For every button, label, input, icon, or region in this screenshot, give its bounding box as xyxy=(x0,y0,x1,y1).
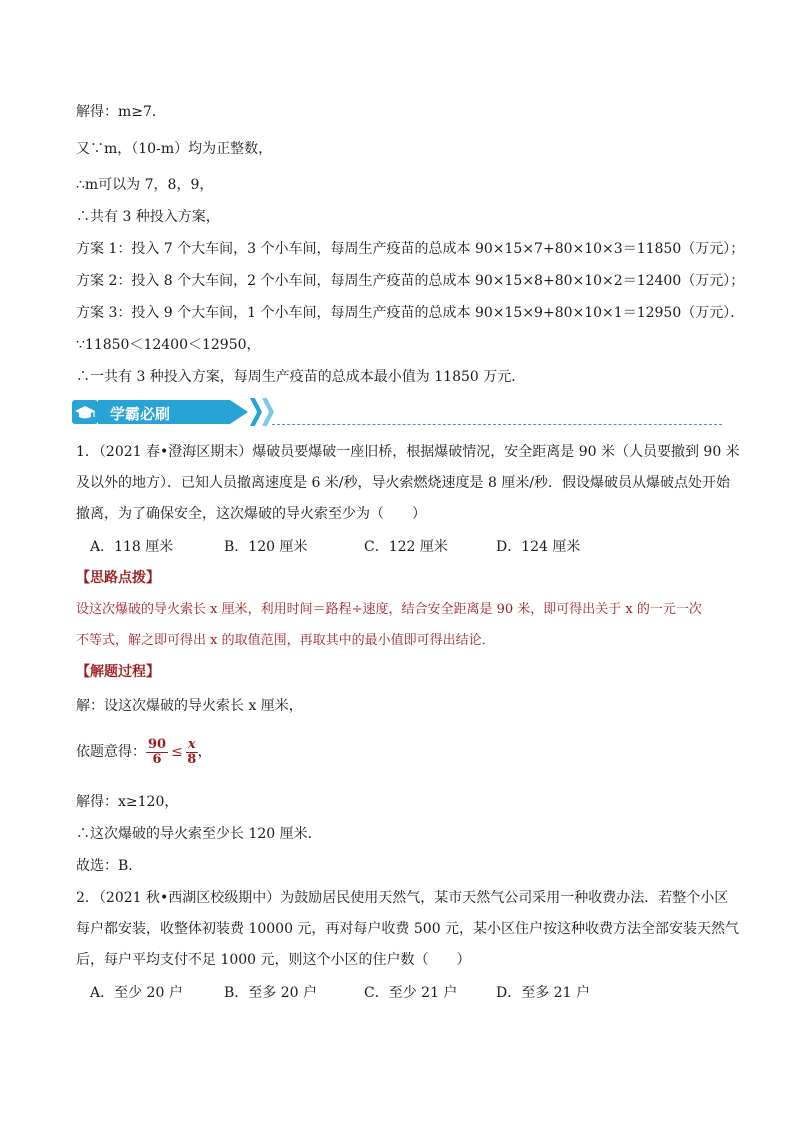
solution-line: ∴m可以为 7，8，9， xyxy=(76,177,214,193)
process-label: 【解题过程】 xyxy=(76,664,160,680)
fraction-denominator: 6 xyxy=(152,751,162,767)
leq-sign: ≤ xyxy=(171,744,183,760)
option-d: D．124 厘米 xyxy=(496,539,581,555)
plan-2-line: 方案 2：投入 8 个大车间，2 个小车间，每周生产疫苗的总成本 90×15×8+80×10×2＝12400（万元）； xyxy=(76,273,745,289)
question-2-line: 2．（2021 秋•西湖区校级期中）为鼓励居民使用天然气，某市天然气公司采用一种收费办法．若整个小区 xyxy=(76,890,729,906)
option-c: C．至少 21 户 xyxy=(364,985,458,1001)
hint-line: 不等式，解之即可得出 x 的取值范围，再取其中的最小值即可得出结论． xyxy=(76,633,495,648)
question-1-line: 撤离，为了确保安全，这次爆破的导火索至少为（ ） xyxy=(76,506,426,522)
question-1-line: 及以外的地方）．已知人员撤离速度是 6 米/秒，导火索燃烧速度是 8 厘米/秒．假设爆破员从爆破点处开始 xyxy=(76,475,731,491)
fraction-90-6 xyxy=(146,738,168,767)
solution-line: ∴共有 3 种投入方案， xyxy=(76,209,220,225)
solution-line: 又∵m，（10-m）均为正整数， xyxy=(76,141,273,157)
option-d: D．至多 21 户 xyxy=(496,985,590,1001)
answer-line: 故选：B． xyxy=(76,858,143,874)
option-b: B．至多 20 户 xyxy=(224,985,318,1001)
inequality-suffix: ， xyxy=(197,744,212,760)
process-line: 解：设这次爆破的导火索长 x 厘米， xyxy=(76,698,303,714)
solution-line: ∵11850＜12400＜12950， xyxy=(76,337,261,353)
question-1-line: 1．（2021 春•澄海区期末）爆破员要爆破一座旧桥，根据爆破情况，安全距离是 90 米（人员要撤到 90 米 xyxy=(76,444,740,460)
option-b: B．120 厘米 xyxy=(224,539,308,555)
process-line: 解得：x≥120， xyxy=(76,794,179,810)
section-divider xyxy=(272,424,722,425)
hint-line: 设这次爆破的导火索长 x 厘米，利用时间＝路程÷速度，结合安全距离是 90 米，即可得出关于 x 的一元一次 xyxy=(76,602,702,617)
fraction-numerator: x xyxy=(187,736,196,752)
plan-3-line: 方案 3：投入 9 个大车间，1 个小车间，每周生产疫苗的总成本 90×15×9+80×10×1＝12950（万元）． xyxy=(76,305,745,321)
fraction-numerator: 90 xyxy=(148,736,167,752)
question-2-line: 每户都安装，收整体初装费 10000 元，再对每户收费 500 元，某小区住户按这种收费方法全部安装天然气 xyxy=(76,921,740,937)
solution-line: 解得：m≥7． xyxy=(76,104,166,120)
option-c: C．122 厘米 xyxy=(364,539,448,555)
plan-1-line: 方案 1：投入 7 个大车间，3 个小车间，每周生产疫苗的总成本 90×15×7+80×10×3＝11850（万元）； xyxy=(76,241,745,257)
solution-conclusion: ∴一共有 3 种投入方案，每周生产疫苗的总成本最小值为 11850 万元． xyxy=(76,369,526,385)
chevron-right-icon xyxy=(262,398,274,426)
hint-label: 【思路点拨】 xyxy=(76,570,160,586)
section-title: 学霸必刷 xyxy=(110,405,171,423)
section-header xyxy=(72,398,722,428)
question-2-line: 后，每户平均支付不足 1000 元，则这个小区的住户数（ ） xyxy=(76,952,471,968)
fraction-x-8 xyxy=(186,738,198,767)
option-a: A．至少 20 户 xyxy=(90,985,183,1001)
process-line: ∴这次爆破的导火索至少长 120 厘米． xyxy=(76,826,322,842)
inequality-prefix: 依题意得： xyxy=(76,744,146,760)
graduation-cap-icon xyxy=(72,400,98,424)
chevron-right-icon xyxy=(250,398,262,426)
inequality-line xyxy=(76,736,212,768)
option-a: A．118 厘米 xyxy=(90,539,174,555)
fraction-denominator: 8 xyxy=(187,751,197,767)
